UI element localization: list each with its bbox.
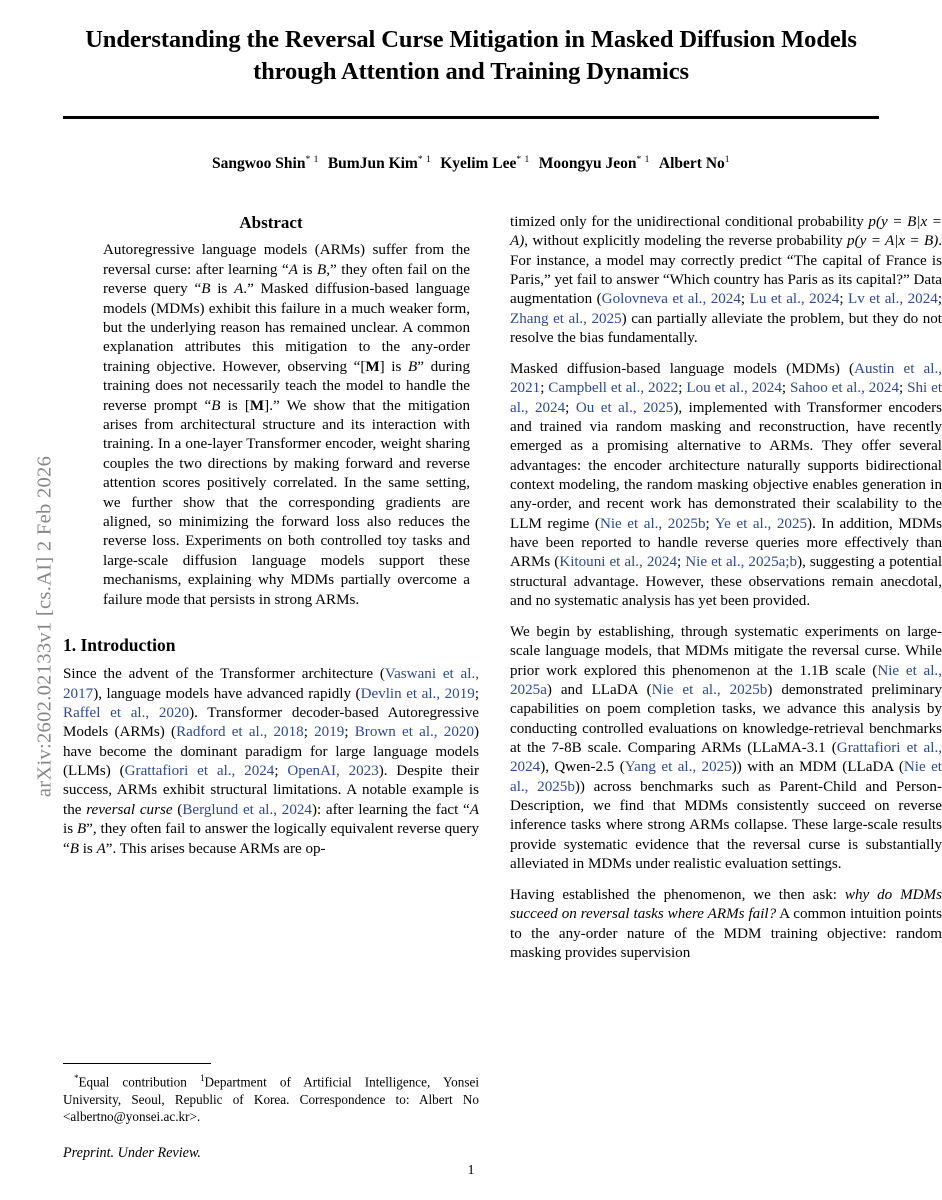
section-heading-introduction: 1. Introduction: [63, 635, 176, 656]
left-column: [63, 213, 479, 859]
body-text: Since the advent of the Transformer architecture (: [63, 666, 385, 683]
abstract-text: is [: [220, 397, 250, 414]
body-text: ;: [937, 291, 942, 308]
abstract-heading: Abstract: [239, 213, 303, 232]
citation-link[interactable]: Nie et al., 2025a;b: [685, 554, 798, 571]
math-symbol: A: [288, 261, 298, 278]
author-list: [63, 155, 879, 173]
body-text: ;: [344, 724, 355, 741]
mask-token-symbol: M: [249, 397, 265, 414]
citation-link[interactable]: 2019: [314, 724, 345, 741]
right-column: [510, 213, 942, 963]
body-text: ) have become the dominant paradigm for large language models (LLMs) (: [63, 724, 480, 780]
emphasis-text: why do MDMs succeed on reversal tasks where ARMs fail?: [510, 886, 942, 923]
author-name: BumJun Kim: [327, 155, 418, 173]
abstract-text: ].” We show that the mitigation arises from architectural structure and its interaction with training. In a one-layer Transformer encoder, weight sharing couples the two directions by making forward and reverse attention scores positively correlated. In the same setting, we further show that the corresponding gradients are aligned, so minimizing the forward loss also reduces the reverse loss. Experiments on both controlled toy tasks and large-scale diffusion language models support these mechanisms, explaining why MDMs partially overcome a failure mode that persists in strong ARMs.: [103, 397, 471, 608]
body-text: ). Despite their success, ARMs exhibit structural limitations. A notable example is the: [63, 763, 479, 818]
body-text: ”. This arises because ARMs are op-: [105, 840, 326, 857]
footnote-block: [63, 1063, 479, 1162]
body-text: )) with an MDM (LLaDA (: [731, 759, 904, 776]
math-symbol: p(y = A|x = B): [847, 233, 939, 250]
citation-link[interactable]: Ou et al., 2025: [575, 399, 674, 416]
author-name: Sangwoo Shin: [211, 155, 306, 173]
citation-link[interactable]: Grattafiori et al., 2024: [124, 763, 275, 780]
body-text: ;: [274, 763, 288, 780]
body-text: Masked diffusion-based language models (MDMs) (: [510, 360, 855, 377]
body-text: ;: [677, 554, 686, 571]
body-text: ): after learning the fact “: [311, 801, 470, 818]
abstract-body: [63, 241, 479, 610]
author-affiliation-marker: * 1: [417, 155, 432, 165]
body-text: ), Qwen-2.5 (: [540, 759, 625, 776]
author-affiliation-marker: * 1: [636, 155, 650, 165]
author-name: Moongyu Jeon: [538, 155, 637, 173]
abstract-text: ,” they often fail on the reverse query “: [103, 261, 470, 298]
author-entry: [440, 155, 530, 172]
body-text: ;: [565, 399, 576, 416]
math-symbol: A: [96, 840, 106, 857]
body-text: Having established the phenomenon, we then ask:: [510, 886, 845, 903]
preprint-notice: Preprint. Under Review.: [63, 1145, 201, 1162]
math-symbol: B: [408, 358, 418, 375]
page-title: [63, 24, 879, 88]
body-text: ), language models have advanced rapidly (: [93, 685, 361, 702]
citation-link[interactable]: Nie et al., 2025b: [651, 681, 768, 698]
citation-link[interactable]: OpenAI, 2023: [287, 763, 379, 780]
footnote-marker: *: [74, 1073, 79, 1084]
body-text: ;: [303, 724, 315, 741]
citation-link[interactable]: Zhang et al., 2025: [510, 310, 622, 327]
body-text: is: [78, 840, 97, 857]
author-entry: [659, 155, 730, 172]
citation-link[interactable]: Sahoo et al., 2024: [790, 380, 899, 397]
author-name: Kyelim Lee: [440, 155, 517, 173]
right-column-paragraphs: [510, 213, 942, 963]
footnote-segment: Equal contribution: [78, 1074, 200, 1090]
paragraph: [510, 360, 942, 611]
citation-link[interactable]: Lu et al., 2024: [749, 291, 840, 308]
citation-link[interactable]: Nie et al., 2025b: [510, 759, 942, 795]
citation-link[interactable]: Yang et al., 2025: [624, 759, 732, 776]
footnote-text: [63, 1070, 479, 1125]
body-text: ) and LLaDA (: [546, 681, 652, 698]
citation-link[interactable]: Vaswani et al., 2017: [63, 666, 479, 702]
citation-link[interactable]: Kitouni et al., 2024: [559, 554, 678, 571]
paper-title-line-1: Understanding the Reversal Curse Mitigation in Masked Diffusion Models: [85, 26, 857, 53]
mask-token-symbol: M: [365, 358, 380, 375]
citation-link[interactable]: Lou et al., 2024: [686, 380, 782, 397]
citation-link[interactable]: Grattafiori et al., 2024: [510, 739, 942, 776]
author-entry: [212, 155, 319, 172]
citation-link[interactable]: Nie et al., 2025b: [599, 515, 706, 532]
abstract-text: is: [210, 281, 235, 298]
math-symbol: B: [69, 840, 79, 857]
body-text: ). In addition, MDMs have been reported to handle reverse queries more effectively than ARMs (: [510, 515, 942, 571]
math-symbol: B: [201, 281, 211, 298]
body-text: ) can partially alleviate the problem, but they do not resolve the bias fundamentally.: [510, 310, 942, 347]
author-affiliation-marker: 1: [724, 155, 731, 165]
title-block: [63, 24, 879, 88]
author-entry: [328, 155, 431, 172]
body-text: , without explicitly modeling the reverse probability: [524, 233, 848, 250]
abstract-text: ” during training does not necessarily teach the model to handle the reverse prompt “: [103, 358, 471, 414]
body-text: . For instance, a model may correctly predict “The capital of France is Paris,” yet fail to answer “Which country has Paris as its capital?” Data augmentation (: [510, 233, 942, 308]
author-affiliation-marker: * 1: [516, 155, 530, 165]
body-text: A common intuition points to the any-order nature of the MDM training objective: random masking provides supervision: [510, 906, 942, 961]
citation-link[interactable]: Devlin et al., 2019: [360, 685, 475, 702]
author-affiliation-marker: * 1: [305, 155, 319, 165]
body-text: (: [172, 801, 183, 818]
footnote-divider: [63, 1063, 211, 1064]
body-text: ;: [678, 380, 687, 397]
body-text: ;: [540, 380, 549, 397]
arxiv-stamp: arXiv:2602.02133v1 [cs.AI] 2 Feb 2026: [33, 455, 56, 798]
paragraph: [510, 886, 942, 963]
paragraph: [510, 213, 942, 348]
paragraph: [63, 665, 479, 858]
math-symbol: B: [76, 821, 87, 838]
emphasis-text: reversal curse: [86, 801, 173, 818]
body-text: ”, they often fail to answer the logically equivalent reverse query “: [63, 821, 479, 857]
body-text: ). Transformer decoder-based Autoregressive Models (ARMs) (: [63, 705, 479, 741]
body-text: ;: [740, 291, 750, 308]
paragraph: [510, 623, 942, 874]
title-divider: [63, 116, 879, 119]
body-text: ;: [839, 291, 849, 308]
citation-link[interactable]: Nie et al., 2025a: [510, 662, 942, 698]
body-text: ;: [705, 515, 715, 532]
introduction-paragraphs: [63, 665, 479, 858]
body-text: ) demonstrated preliminary capabilities on poem completion tasks, we advance this analysis by conducting controlled evaluations on knowledge-retrieval benchmarks at the 7-8B scale. Comparing ARMs (LLaMA-3.1 (: [510, 681, 942, 756]
body-text: ), suggesting a potential structural advantage. However, these observations remain anecdotal, and no systematic analysis has yet been provided.: [510, 554, 942, 610]
body-text: )) across benchmarks such as Parent-Child and Person-Description, we find that MDMs consistently succeed on reverse inference tasks where strong ARMs collapse. These large-scale results provide systematic evidence that the reversal curse is substantially alleviated in MDMs under realistic evaluation settings.: [510, 778, 942, 872]
body-text: ;: [781, 380, 791, 397]
body-text: ;: [899, 380, 908, 397]
abstract-text: is: [297, 261, 318, 278]
abstract-text: .” Masked diffusion-based language models (MDMs) exhibit this failure in a much weaker form, but the underlying reason has remained unclear. A common explanation attributes this mitigation to the any-order training objective. However, observing “[: [103, 281, 470, 375]
author-name: Albert No: [658, 155, 725, 173]
paper-title-line-2: through Attention and Training Dynamics: [253, 57, 689, 85]
abstract-text: ] is: [379, 358, 409, 375]
footnote-segment: Department of Artificial Intelligence, Yonsei University, Seoul, Republic of Korea. Correspondence to: Albert No <albertno@yonsei.ac.kr>.: [63, 1074, 479, 1125]
citation-link[interactable]: Campbell et al., 2022: [548, 380, 679, 397]
author-entry: [539, 155, 650, 172]
body-text: timized only for the unidirectional conditional probability: [510, 214, 869, 230]
body-text: ;: [474, 685, 480, 702]
abstract-text: Autoregressive language models (ARMs) suffer from the reversal curse: after learning “: [103, 242, 470, 278]
citation-link[interactable]: Radford et al., 2018: [176, 724, 304, 741]
citation-link[interactable]: Ye et al., 2025: [714, 515, 808, 532]
body-text: ), implemented with Transformer encoders and trained via random masking and reconstruction, have recently emerged as a promising alternative to ARMs. They offer several advantages: the encoder architecture naturally supports bidirectional context modeling, the random masking objective enables generation in any-order, and recent work has demonstrated their scalability to the LLM regime (: [510, 399, 942, 532]
math-symbol: B: [211, 397, 221, 414]
page-number: 1: [467, 1163, 475, 1178]
math-symbol: p(y = B|x = A): [510, 214, 942, 250]
citation-link[interactable]: Austin et al., 2021: [510, 360, 942, 397]
citation-link[interactable]: Raffel et al., 2020: [63, 705, 190, 722]
body-text: We begin by establishing, through systematic experiments on large-scale language models, that MDMs mitigate the reversal curse. While prior work explored this phenomenon at the 1.1B scale (: [510, 623, 942, 679]
body-text: is: [63, 821, 77, 838]
citation-link[interactable]: Brown et al., 2020: [354, 724, 474, 741]
citation-link[interactable]: Golovneva et al., 2024: [601, 291, 741, 308]
citation-link[interactable]: Shi et al., 2024: [510, 380, 942, 416]
footnote-marker: 1: [200, 1073, 205, 1084]
citation-link[interactable]: Lv et al., 2024: [848, 291, 938, 308]
math-symbol: B: [317, 261, 327, 278]
math-symbol: A: [234, 281, 244, 298]
math-symbol: A: [469, 801, 479, 818]
citation-link[interactable]: Berglund et al., 2024: [182, 801, 312, 818]
